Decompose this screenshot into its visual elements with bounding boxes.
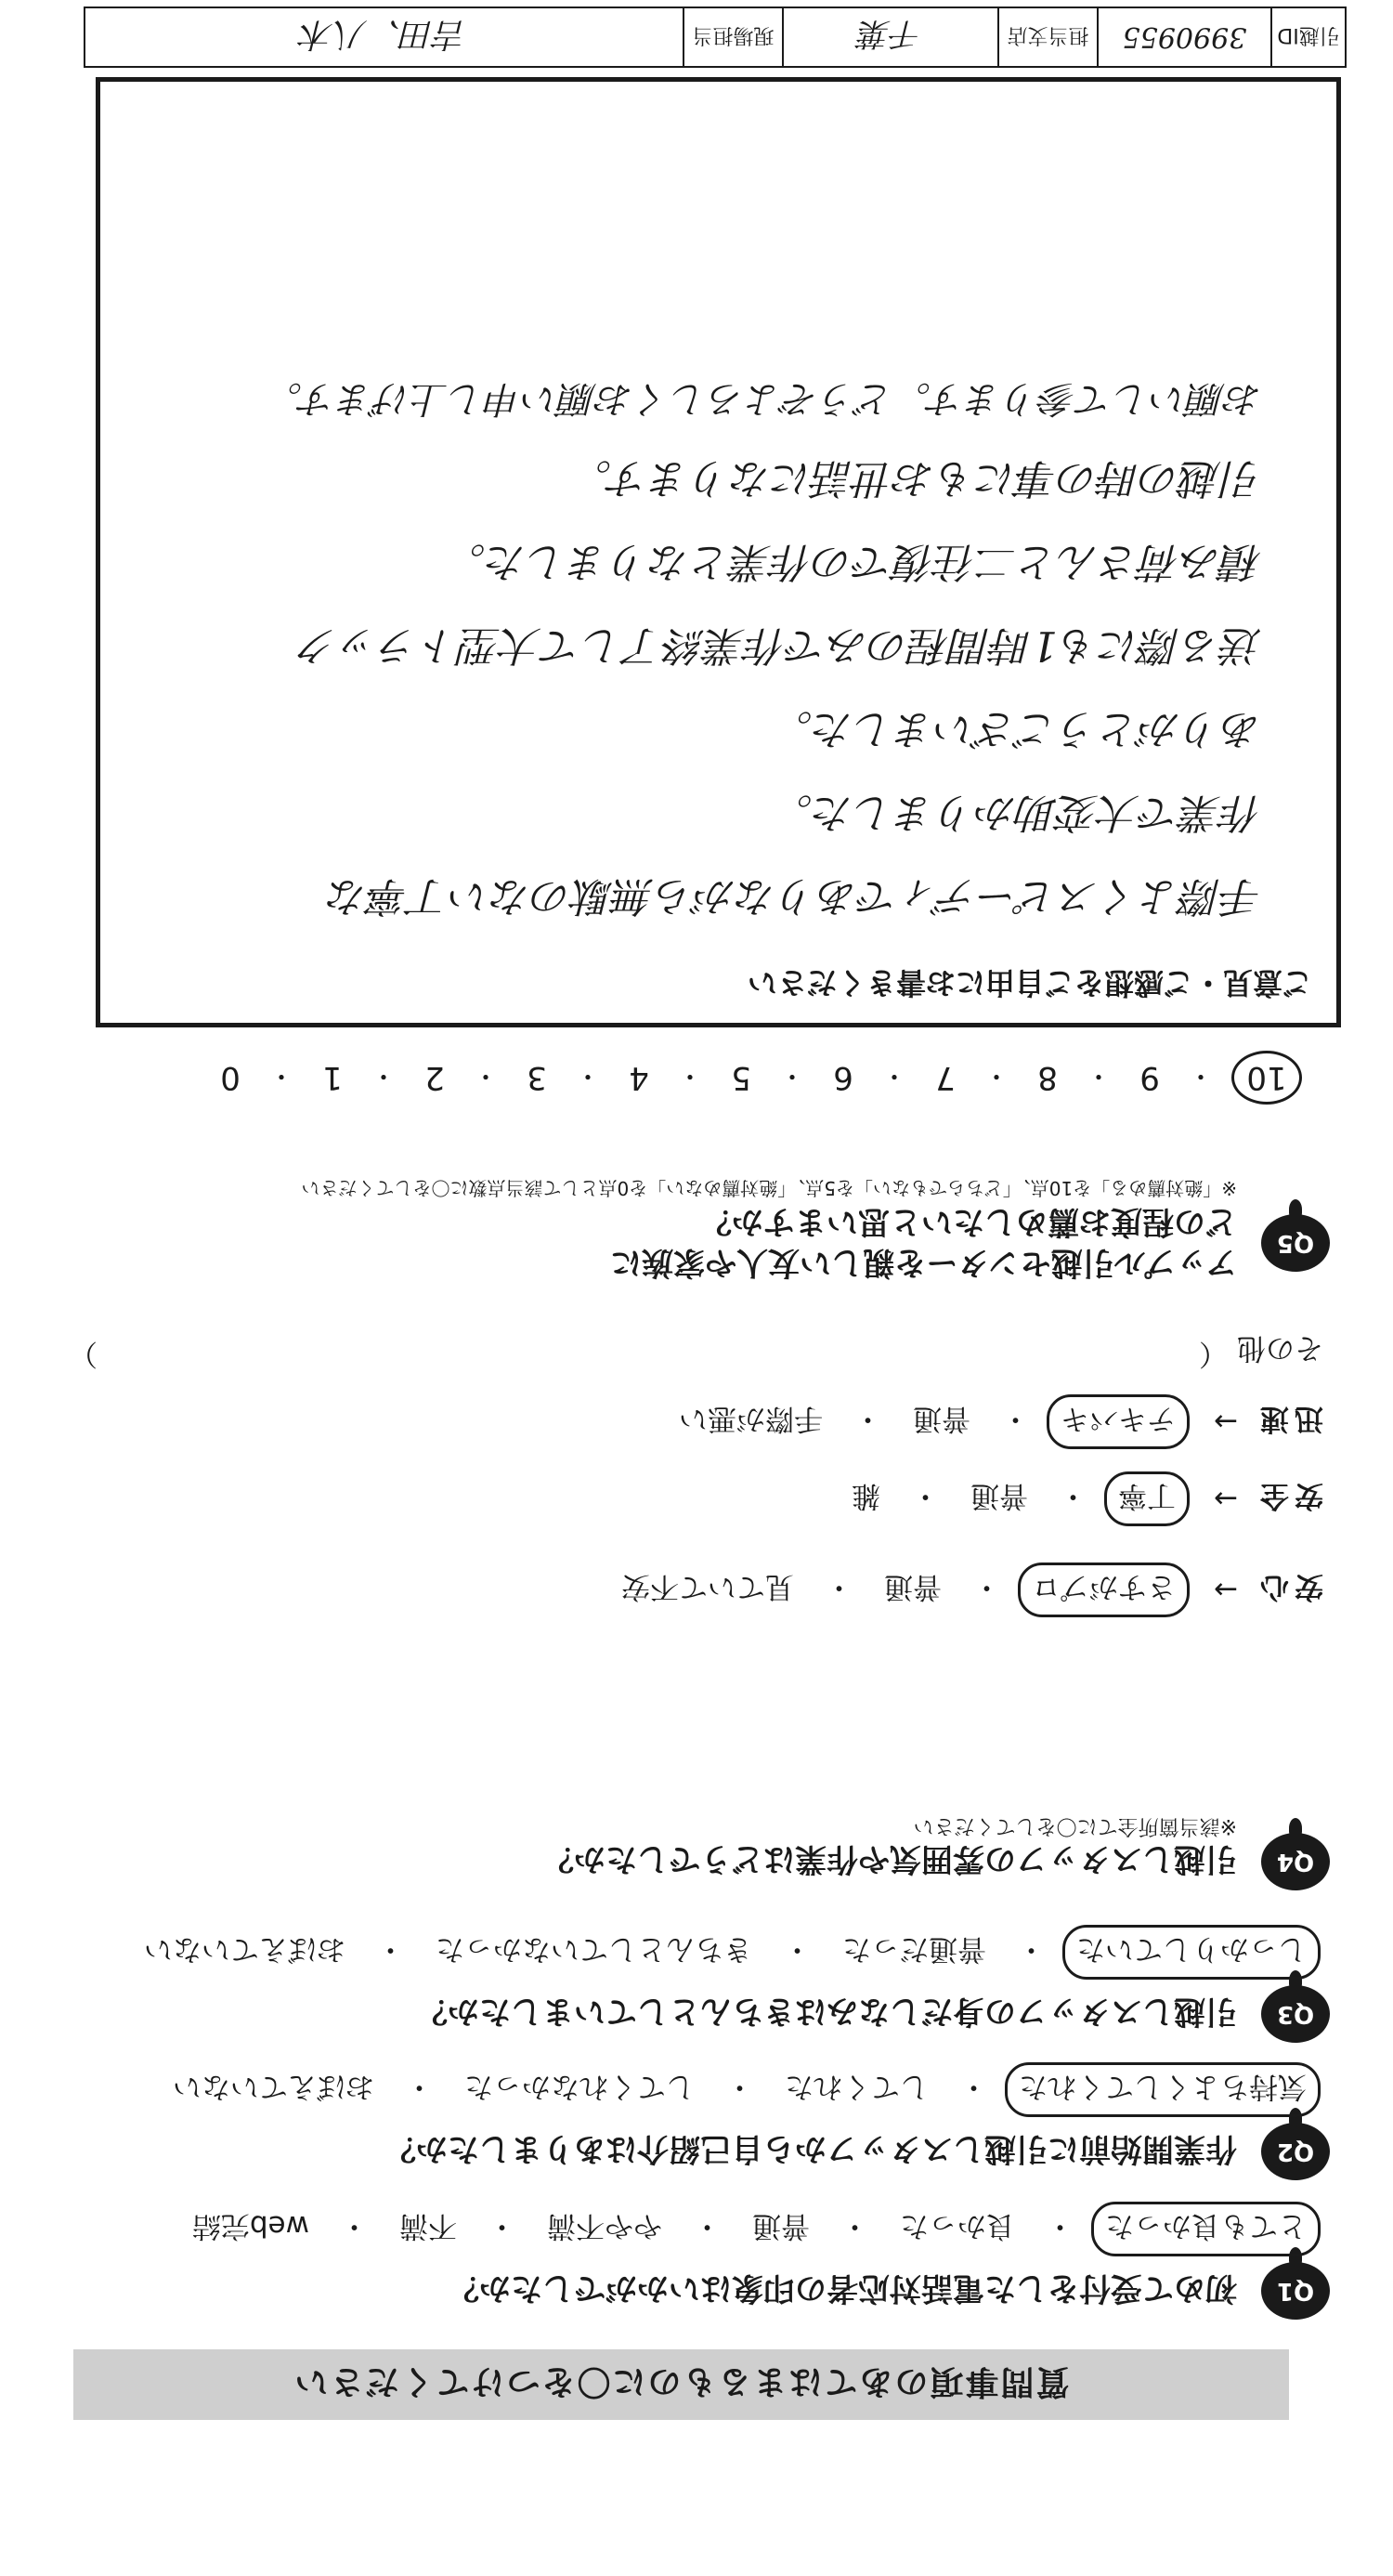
score-2[interactable]: 2 bbox=[424, 1059, 445, 1096]
option-very-good[interactable]: とても良かった bbox=[1091, 2202, 1321, 2256]
option-efficient[interactable]: テキパキ bbox=[1047, 1394, 1190, 1449]
question-badge: Q4 bbox=[1261, 1833, 1330, 1890]
q4-row-safety: 安全 → 丁寧 ・ 普通 ・ 雑 bbox=[838, 1471, 1323, 1526]
q4-row-relief: 安心 → さすがプロ ・ 普通 ・ 見ていて不安 bbox=[607, 1563, 1323, 1617]
option-rough[interactable]: 雑 bbox=[852, 1479, 881, 1512]
other-paren-open: （ bbox=[1199, 1337, 1228, 1370]
question-text: 引越しスタッフの雰囲気や作業はどうでしたか？ bbox=[542, 1840, 1237, 1877]
office-use-table bbox=[84, 7, 1347, 68]
score-4[interactable]: 4 bbox=[629, 1059, 649, 1096]
recommend-scale: 10 ・ 9 ・ 8 ・ 7 ・ 6 ・ 5 ・ 4 ・ 3 ・ 2 ・ 1 ・ 0 bbox=[210, 1051, 1302, 1105]
staff-value: 吉田、八木 bbox=[300, 15, 468, 54]
row-label: 安心 bbox=[1255, 1570, 1323, 1603]
option-dont-remember[interactable]: おぼえていない bbox=[173, 2070, 374, 2103]
question-text: 引越しスタッフの身だしなみはきちんとしていましたか？ bbox=[416, 1993, 1237, 2030]
option-dissatisfied[interactable]: 不満 bbox=[399, 2209, 457, 2243]
option-good[interactable]: 良かった bbox=[900, 2209, 1015, 2243]
arrow-icon: → bbox=[1214, 1482, 1238, 1516]
score-1[interactable]: 1 bbox=[322, 1059, 343, 1096]
row-label: 安全 bbox=[1255, 1479, 1323, 1512]
option-did[interactable]: してくれた bbox=[785, 2070, 929, 2103]
option-anxious[interactable]: 見ていて不安 bbox=[621, 1570, 795, 1603]
option-not-neat[interactable]: きちんとしていなかった bbox=[436, 1932, 752, 1966]
comment-line-6: 引越の時の事にもお世話になります。 bbox=[570, 454, 1262, 502]
question-3 bbox=[48, 1932, 1330, 2043]
staff-label: 現場担当 bbox=[683, 8, 782, 66]
score-3[interactable]: 3 bbox=[527, 1059, 547, 1096]
id-label: 引越ID bbox=[1270, 8, 1345, 66]
question-5 bbox=[48, 1127, 1330, 1294]
arrow-icon: → bbox=[1214, 1405, 1238, 1439]
other-paren-close: ） bbox=[69, 1337, 98, 1370]
comment-line-5: 積み荷さんと二往復での作業となりました。 bbox=[445, 538, 1262, 585]
question-note: ※「絶対薦める」を10点、「どちらでもない」を5点、「絶対薦めない」を0点として該当点数に〇をしてください bbox=[301, 1177, 1237, 1199]
option-normal[interactable]: 普通 bbox=[752, 2209, 810, 2243]
comment-line-1: 手際よくスピーディでありながら無駄のない丁寧な bbox=[327, 872, 1262, 920]
option-careful[interactable]: 丁寧 bbox=[1104, 1471, 1190, 1526]
comment-line-3: ありがとうございました。 bbox=[772, 705, 1262, 752]
option-normal[interactable]: 普通 bbox=[970, 1479, 1029, 1512]
score-7[interactable]: 7 bbox=[935, 1059, 956, 1096]
comment-line-4: 送る際にも1時間程のみで作業終了して大型トラック bbox=[296, 621, 1262, 669]
score-9[interactable]: 9 bbox=[1139, 1059, 1160, 1096]
question-text-line1: アップル引越センターを親しい友人や家族に bbox=[610, 1244, 1237, 1281]
question-text-line2: どの程度お薦めしたいと思いますか？ bbox=[700, 1203, 1237, 1240]
score-8[interactable]: 8 bbox=[1037, 1059, 1058, 1096]
comments-title: ご意見・ご感想をご自由にお書きください bbox=[747, 965, 1312, 1000]
answer-options: とても良かった ・ 良かった ・ 普通 ・ やや不満 ・ 不満 ・ web完結 bbox=[178, 2202, 1321, 2256]
arrow-icon: → bbox=[1214, 1573, 1238, 1607]
q4-row-speed: 迅速 → テキパキ ・ 普通 ・ 手際が悪い bbox=[665, 1394, 1323, 1449]
score-6[interactable]: 6 bbox=[833, 1059, 853, 1096]
score-0[interactable]: 0 bbox=[220, 1059, 241, 1096]
branch-label: 担当支店 bbox=[997, 8, 1097, 66]
question-2 bbox=[48, 2070, 1330, 2180]
option-clumsy[interactable]: 手際が悪い bbox=[679, 1402, 824, 1435]
option-pleasant[interactable]: 気持ちよくしてくれた bbox=[1005, 2062, 1321, 2117]
question-text: 初めて受付をした電話対応者の印象はいかがでしたか？ bbox=[448, 2269, 1237, 2307]
instruction-banner: 質問事項のあてはまるものに〇をつけてください bbox=[73, 2349, 1289, 2420]
comment-line-7: お願いして参ります。どうぞよろしくお願い申し上げます。 bbox=[265, 377, 1262, 420]
question-4 bbox=[48, 1807, 1330, 1890]
branch-value: 千葉 bbox=[782, 8, 997, 66]
question-badge: Q1 bbox=[1261, 2262, 1330, 2320]
option-professional[interactable]: さすがプロ bbox=[1018, 1563, 1190, 1617]
question-1 bbox=[48, 2209, 1330, 2320]
answer-options: しっかりしていた ・ 普通だった ・ きちんとしていなかった ・ おぼえていない bbox=[130, 1925, 1321, 1980]
comment-line-2: 作業で大変助かりました。 bbox=[772, 789, 1262, 836]
option-web-complete[interactable]: web完結 bbox=[191, 2209, 309, 2243]
id-value: 3990955 bbox=[1097, 8, 1270, 66]
option-somewhat-dissatisfied[interactable]: やや不満 bbox=[547, 2209, 662, 2243]
other-label: その他 bbox=[1237, 1331, 1323, 1365]
option-neat[interactable]: しっかりしていた bbox=[1062, 1925, 1321, 1980]
question-note: ※該当箇所全てに〇をしてください bbox=[913, 1814, 1237, 1837]
option-normal[interactable]: 普通 bbox=[884, 1570, 943, 1603]
option-normal[interactable]: 普通だった bbox=[842, 1932, 986, 1966]
option-did-not[interactable]: してくれなかった bbox=[464, 2070, 695, 2103]
q4-row-other bbox=[1237, 1330, 1323, 1372]
comments-box[interactable] bbox=[96, 77, 1341, 1027]
question-badge: Q3 bbox=[1261, 1985, 1330, 2043]
score-10[interactable]: 10 bbox=[1231, 1051, 1302, 1105]
question-text: 作業開始前に引越しスタッフから自己紹介はありましたか？ bbox=[384, 2130, 1237, 2167]
row-label: 迅速 bbox=[1255, 1402, 1323, 1435]
score-5[interactable]: 5 bbox=[731, 1059, 751, 1096]
question-badge: Q5 bbox=[1261, 1214, 1330, 1272]
option-dont-remember[interactable]: おぼえていない bbox=[144, 1932, 345, 1966]
question-badge: Q2 bbox=[1261, 2123, 1330, 2180]
answer-options: 気持ちよくしてくれた ・ してくれた ・ してくれなかった ・ おぼえていない bbox=[159, 2062, 1321, 2117]
option-normal[interactable]: 普通 bbox=[913, 1402, 971, 1435]
